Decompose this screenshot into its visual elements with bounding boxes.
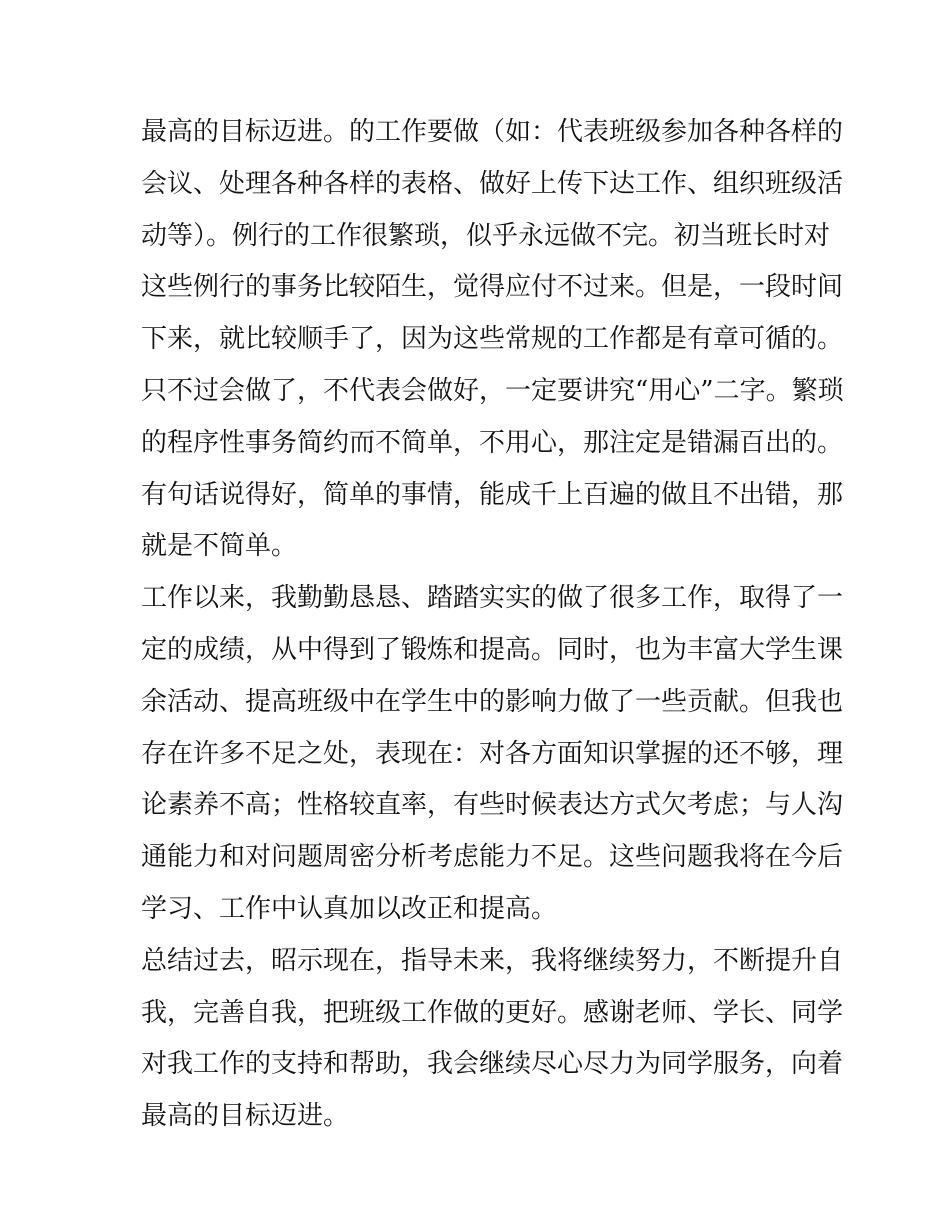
text-line: 工作以来，我勤勤恳恳、踏踏实实的做了很多工作，取得了一 <box>141 583 844 614</box>
text-line: 学习、工作中认真加以改正和提高。 <box>141 893 558 924</box>
text-line: 余活动、提高班级中在学生中的影响力做了一些贡献。但我也 <box>141 686 844 717</box>
text-line: 动等）。例行的工作很繁琐，似乎永远做不完。初当班长时对 <box>141 220 831 251</box>
text-line: 就是不简单。 <box>141 531 298 562</box>
text-line: 最高的目标迈进。 <box>141 1101 350 1132</box>
text-line: 对我工作的支持和帮助，我会继续尽心尽力为同学服务，向着 <box>141 1049 844 1080</box>
text-line: 存在许多不足之处，表现在：对各方面知识掌握的还不够，理 <box>141 738 844 769</box>
text-line: 通能力和对问题周密分析考虑能力不足。这些问题我将在今后 <box>141 842 844 873</box>
text-line: 只不过会做了，不代表会做好，一定要讲究“用心”二字。繁琐 <box>141 375 844 406</box>
text-line: 定的成绩，从中得到了锻炼和提高。同时，也为丰富大学生课 <box>141 634 844 665</box>
text-line: 的程序性事务简约而不简单，不用心，那注定是错漏百出的。 <box>141 427 844 458</box>
text-line: 论素养不高；性格较直率，有些时候表达方式欠考虑；与人沟 <box>141 790 844 821</box>
body-text <box>141 107 844 1143</box>
text-line: 这些例行的事务比较陌生，觉得应付不过来。但是，一段时间 <box>141 272 844 303</box>
text-line: 最高的目标迈进。的工作要做（如：代表班级参加各种各样的 <box>141 117 844 147</box>
text-line: 有句话说得好，简单的事情，能成千上百遍的做且不出错，那 <box>141 479 844 510</box>
text-line: 下来，就比较顺手了，因为这些常规的工作都是有章可循的。 <box>141 324 844 355</box>
text-line: 会议、处理各种各样的表格、做好上传下达工作、组织班级活 <box>141 168 844 199</box>
text-line: 我，完善自我，把班级工作做的更好。感谢老师、学长、同学 <box>141 997 844 1028</box>
text-line: 总结过去，昭示现在，指导未来，我将继续努力，不断提升自 <box>141 945 844 976</box>
